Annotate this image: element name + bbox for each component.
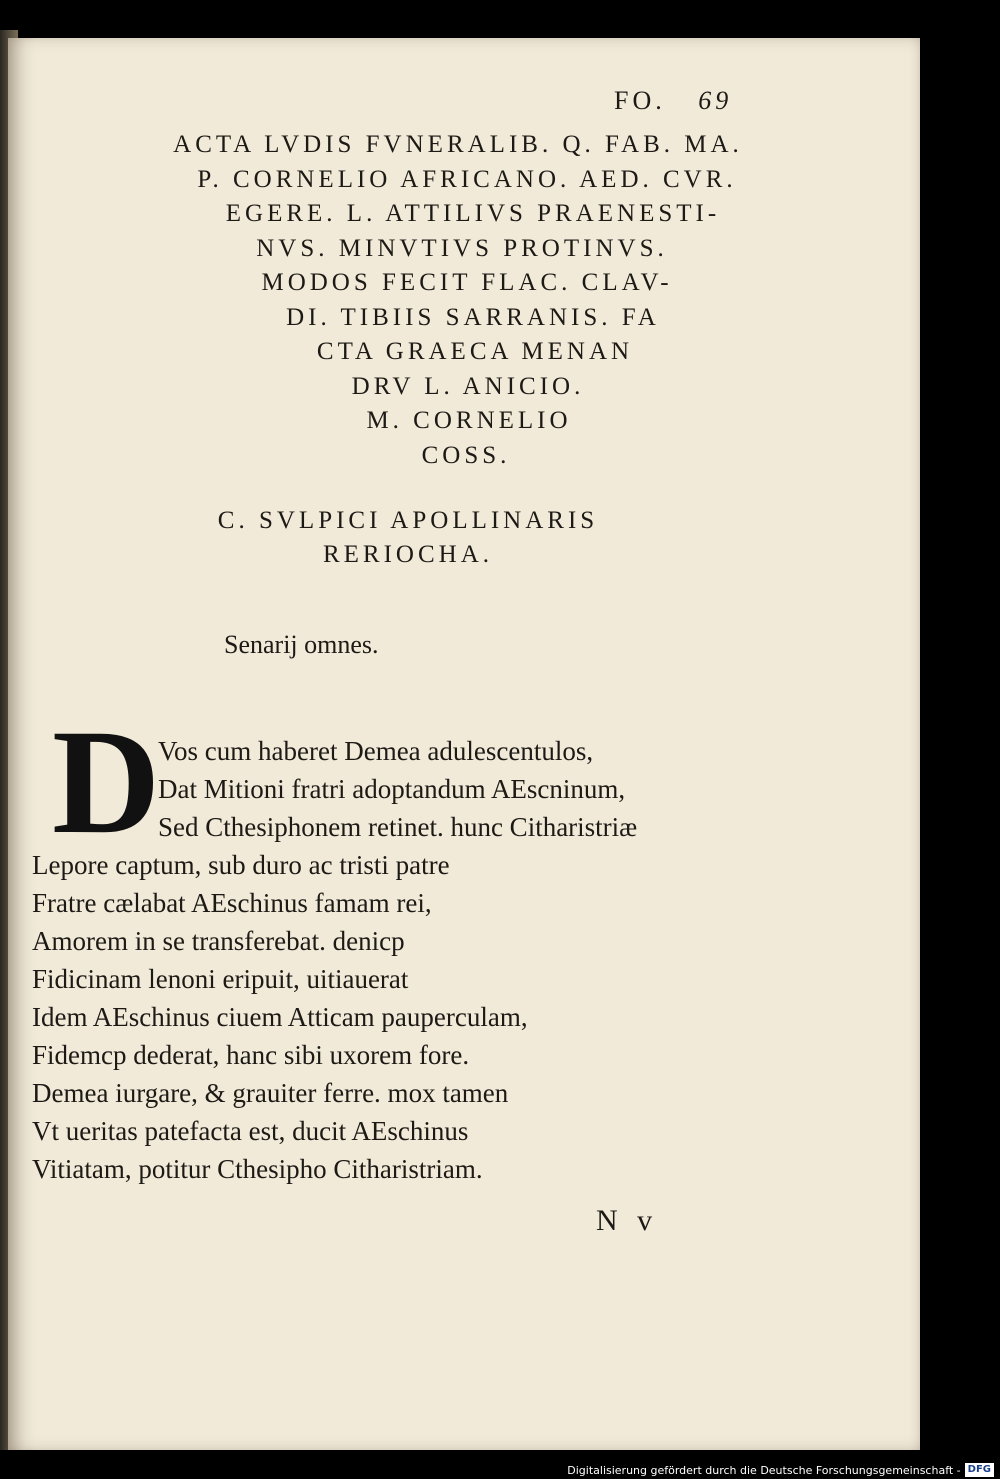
folio-number: 69 [698,86,733,115]
funding-footer [567,1463,994,1477]
title-line: DI. TIBIIS SARRANIS. FA [286,303,660,331]
verse-line: Lepore captum, sub duro ac tristi patre [32,850,450,880]
title-line: DRV L. ANICIO. [351,372,585,400]
footer-text: Digitalisierung gefördert durch die Deutsche Forschungsgemeinschaft - [567,1463,961,1477]
verse-line: Fratre cælabat AEschinus famam rei, [32,888,432,918]
book-page [8,38,920,1450]
subtitle-line: C. SVLPICI APOLLINARIS [217,507,599,534]
verse-line: Vitiatam, potitur Cthesipho Citharistriam. [32,1154,483,1184]
verse-line: Amorem in se transferebat. denicp [32,926,405,956]
title-line: EGERE. L. ATTILIVS PRAENESTI- [225,200,721,227]
title-line: M. CORNELIO [366,407,572,434]
verse-line: Fidicinam lenoni eripuit, uitiauerat [32,964,409,994]
title-line: CTA GRAECA MENAN [316,338,634,365]
verse-line: Sed Cthesiphonem retinet. hunc Citharistriæ [158,812,638,842]
meter-heading: Senarij omnes. [224,630,379,659]
subtitle-block [158,504,658,572]
folio-label: FO. [614,86,666,115]
title-block [68,128,848,473]
title-line: MODOS FECIT FLAC. CLAV- [261,269,673,296]
folio-header [614,86,732,116]
title-line: ACTA LVDIS FVNERALIB. Q. FAB. MA. [173,131,743,158]
signature-mark: N v [596,1204,659,1237]
subtitle-line: RERIOCHA. [322,541,494,568]
title-line: P. CORNELIO AFRICANO. AED. CVR. [197,165,737,193]
title-line: COSS. [421,441,511,469]
verse-line: Demea iurgare, & grauiter ferre. mox tamen [32,1078,509,1108]
verse-line: Dat Mitioni fratri adoptandum AEscninum, [158,774,626,804]
title-line: NVS. MINVTIVS PROTINVS. [256,234,668,262]
verse-line: Fidemcp dederat, hanc sibi uxorem fore. [32,1040,470,1070]
drop-capital: D [52,699,161,865]
verse-line: Vt ueritas patefacta est, ducit AEschinus [32,1116,469,1146]
dfg-logo: DFG [965,1463,994,1477]
verse-line: Vos cum haberet Demea adulescentulos, [158,736,594,766]
verse-line: Idem AEschinus ciuem Atticam pauperculam, [32,1002,528,1032]
